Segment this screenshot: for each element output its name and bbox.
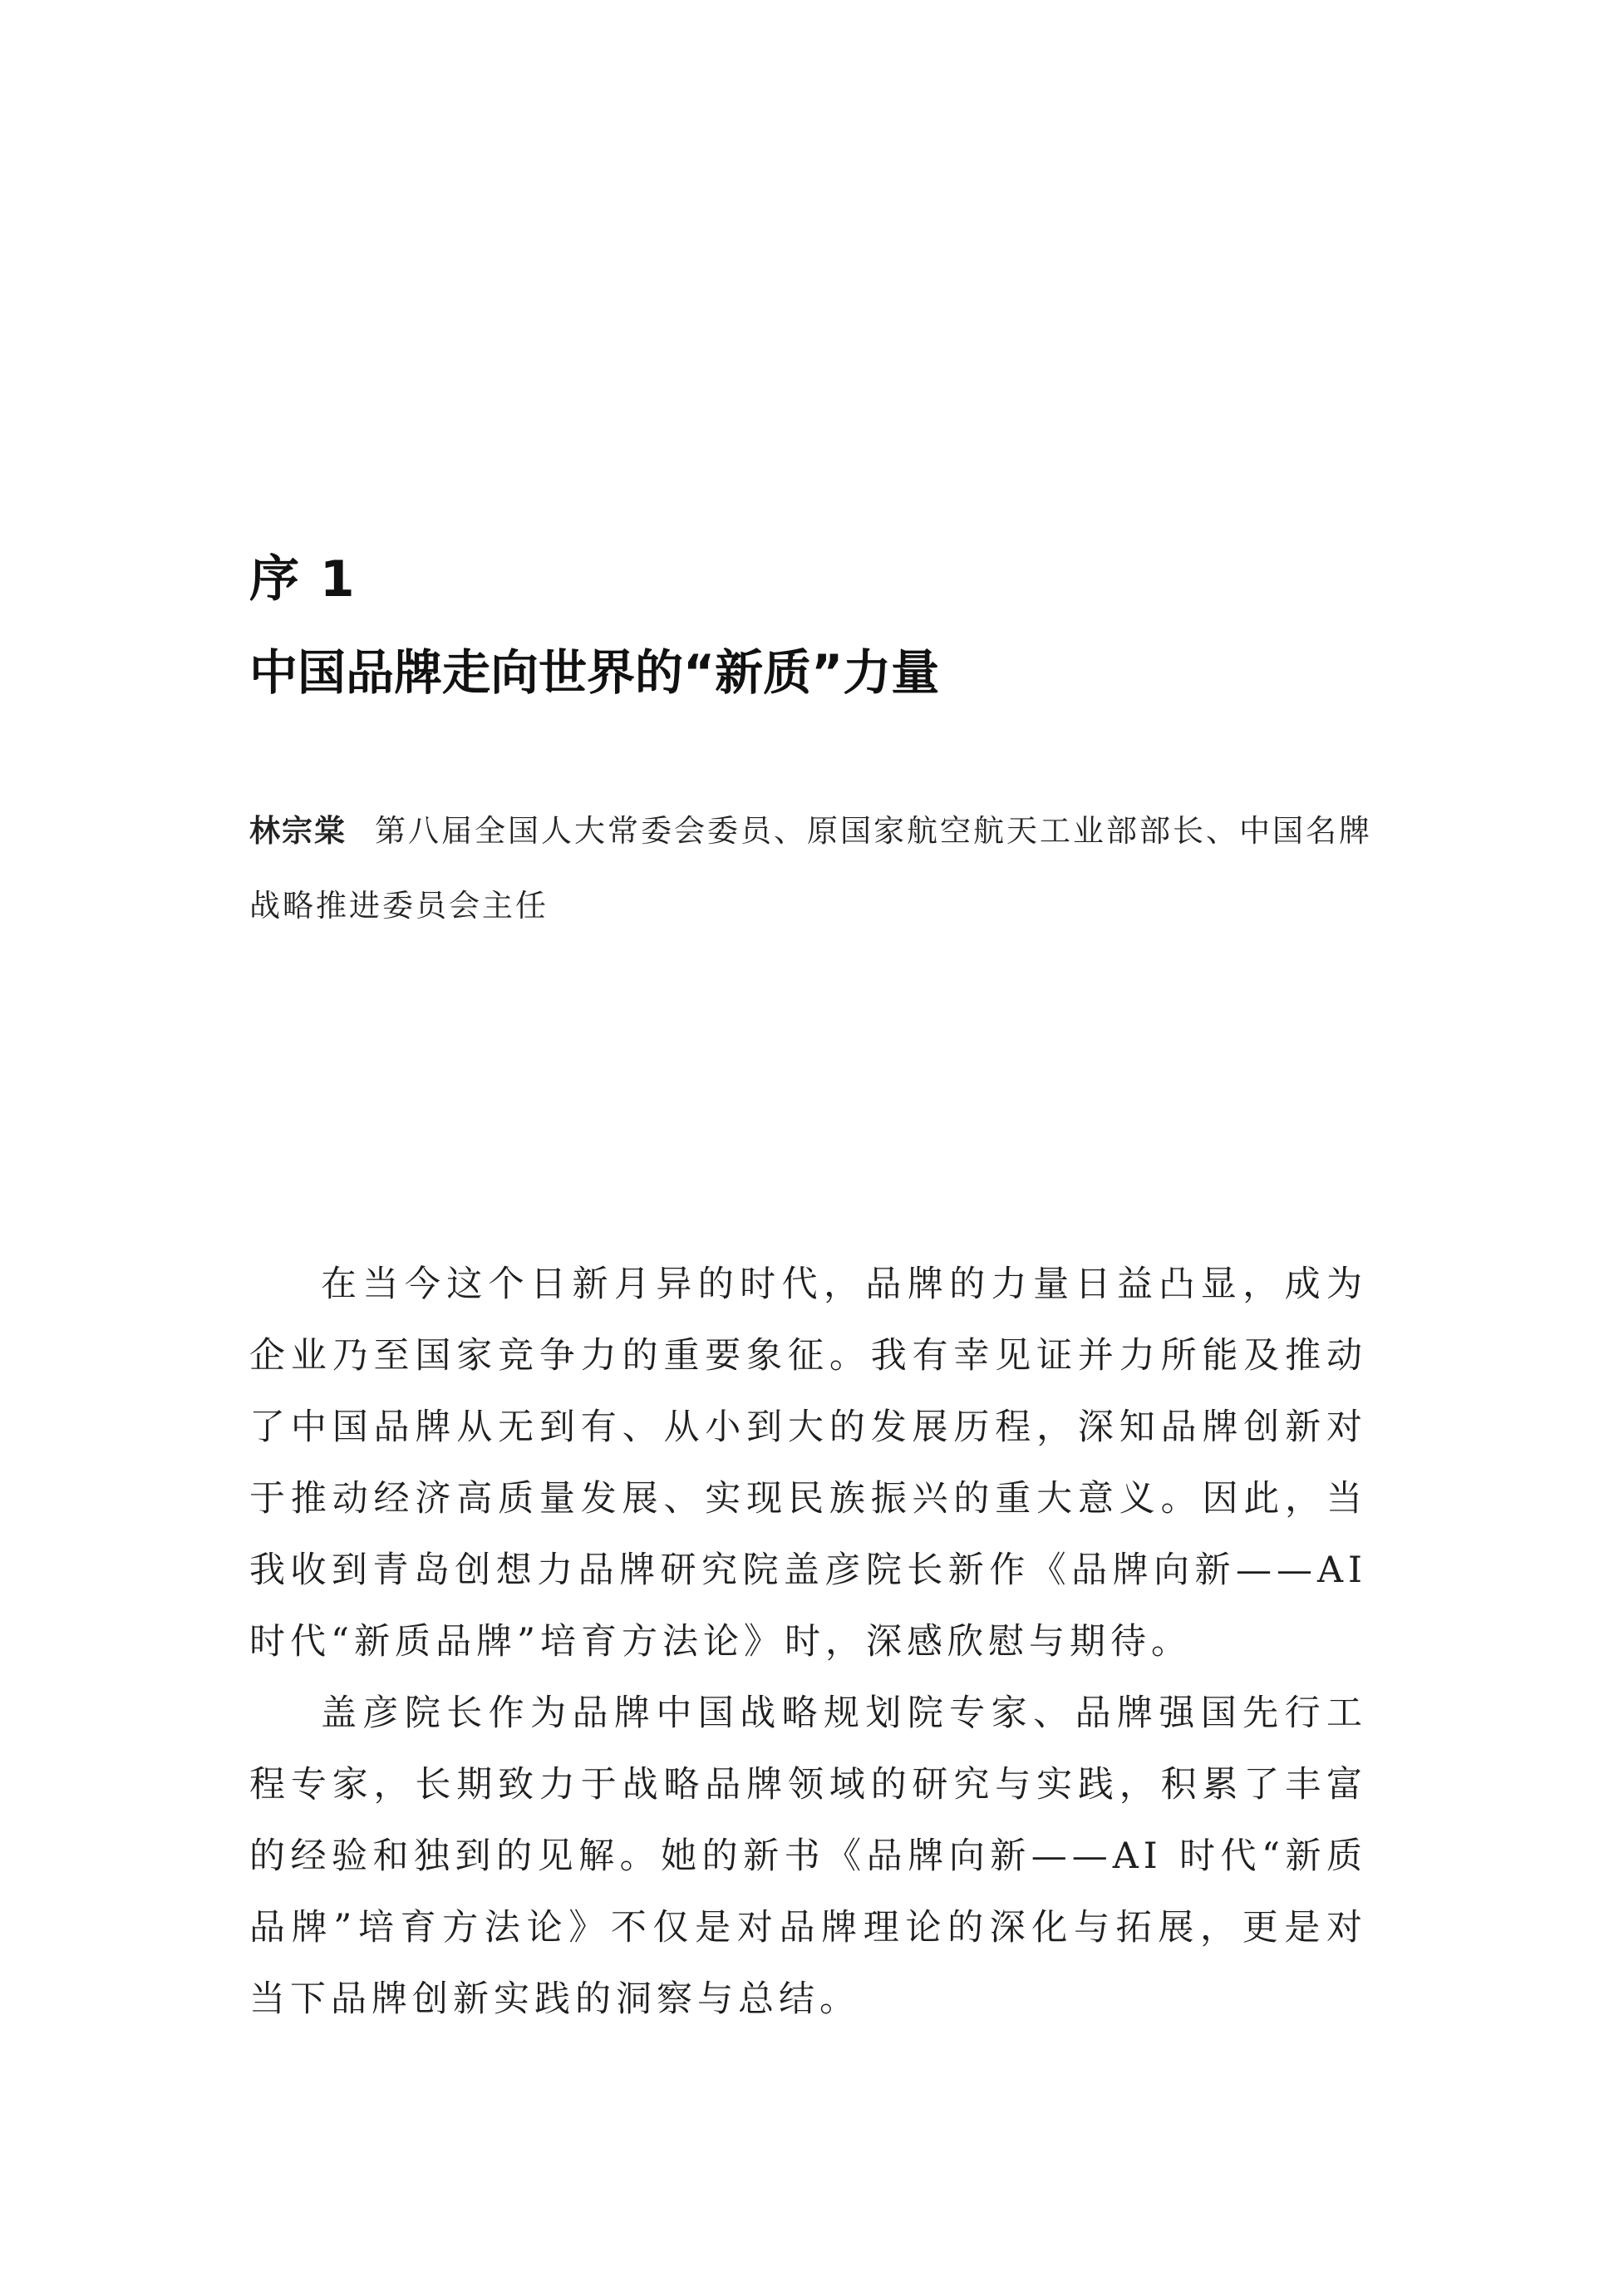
body-paragraph: 盖彦院长作为品牌中国战略规划院专家、品牌强国先行工程专家，长期致力于战略品牌领域的研究与实践，积累了丰富的经验和独到的见解。她的新书《品牌向新——AI 时代“新质品牌”培育方法论》不仅是对品牌理论的深化与拓展，更是对当下品牌创新实践的洞察与总结。 (249, 1692, 1367, 2020)
preface-title: 中国品牌走向世界的“新质”力量 (249, 644, 940, 701)
preface-number: 序 1 (249, 550, 357, 608)
body-text (249, 1249, 1367, 2035)
author-name: 林宗棠 (249, 813, 347, 849)
author-line (249, 794, 1380, 944)
body-paragraph: 在当今这个日新月异的时代，品牌的力量日益凸显，成为企业乃至国家竞争力的重要象征。我有幸见证并力所能及推动了中国品牌从无到有、从小到大的发展历程，深知品牌创新对于推动经济高质量发展、实现民族振兴的重大意义。因此，当我收到青岛创想力品牌研究院盖彦院长新作《品牌向新——AI时代“新质品牌”培育方法论》时，深感欣慰与期待。 (249, 1264, 1367, 1663)
preface-heading (249, 544, 1413, 707)
author-titles: 第八届全国人大常委会委员、原国家航空航天工业部部长、中国名牌战略推进委员会主任 (249, 813, 1372, 924)
